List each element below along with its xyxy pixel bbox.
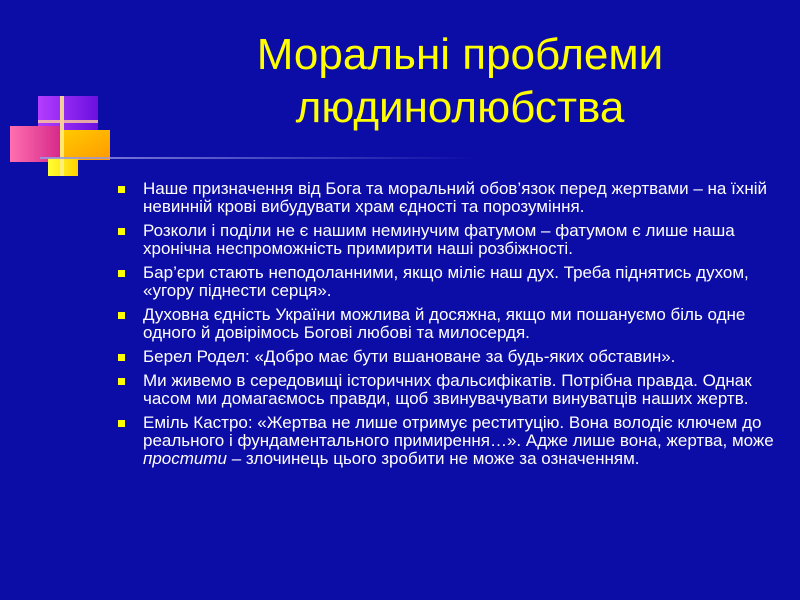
slide-title: Моральні проблеми людинолюбства: [256, 30, 664, 132]
square-bullet-icon: [118, 186, 125, 193]
bullet-text-emphasis: простити: [143, 449, 227, 468]
bullet-text: Розколи і поділи не є нашим неминучим фатумом – фатумом є лише наша хронічна неспроможність примирити наші розбіжності.: [143, 221, 735, 258]
square-bullet-icon: [118, 228, 125, 235]
square-bullet-icon: [118, 354, 125, 361]
bullet-item: [118, 414, 783, 468]
square-bullet-icon: [118, 378, 125, 385]
bullet-text: Берел Родел: «Добро має бути вшановане за будь-яких обставин».: [143, 347, 676, 366]
title-divider: [40, 157, 480, 159]
bullet-item: [118, 180, 783, 216]
bullet-text-part: – злочинець цього зробити не може за означенням.: [227, 449, 640, 468]
square-bullet-icon: [118, 312, 125, 319]
bullet-item: [118, 372, 783, 408]
square-bullet-icon: [118, 270, 125, 277]
bullet-text: Наше призначення від Бога та моральний обов’язок перед жертвами – на їхній невинній крові вибудувати храм єдності та порозуміння.: [143, 179, 767, 216]
bullet-list: [118, 180, 783, 474]
bullet-item: [118, 348, 783, 366]
bullet-text: Бар’єри стають неподоланними, якщо міліє наш дух. Треба піднятись духом, «угору піднести серця».: [143, 263, 749, 300]
bullet-text-part: Еміль Кастро: «Жертва не лише отримує реституцію. Вона володіє ключем до реального і фундаментального примирення…». Адже лише вона, жертва, може: [143, 413, 774, 450]
bullet-item: [118, 306, 783, 342]
bullet-text: Ми живемо в середовищі історичних фальсифікатів. Потрібна правда. Однак часом ми домагаємось правди, щоб звинувачувати винуватців наших жертв.: [143, 371, 752, 408]
decorative-squares-graphic: [0, 0, 130, 180]
bullet-item: [118, 222, 783, 258]
bullet-item: [118, 264, 783, 300]
bullet-text: Духовна єдність України можлива й досяжна, якщо ми пошануємо біль одне одного й довірімось Богові любові та милосердя.: [143, 305, 746, 342]
square-bullet-icon: [118, 420, 125, 427]
